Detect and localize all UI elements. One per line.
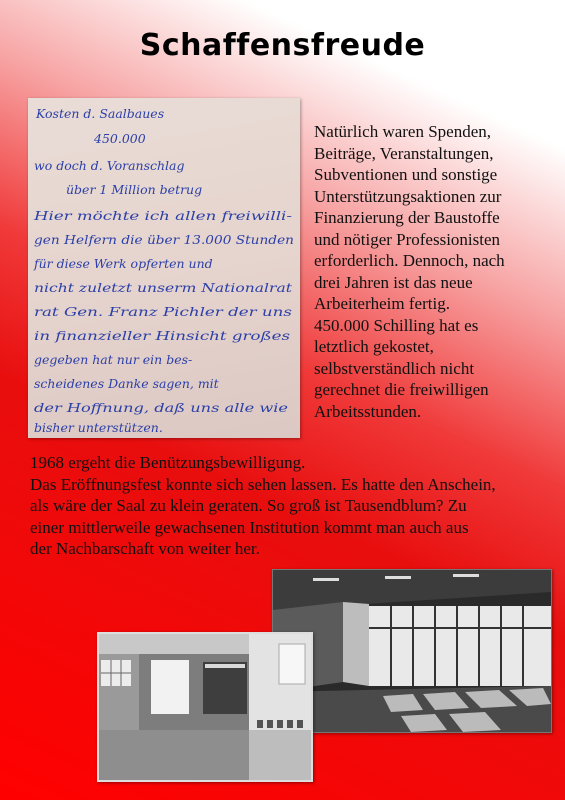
- text-line: und nötiger Professionisten: [314, 229, 501, 249]
- text-line: letztlich gekostet,: [314, 337, 434, 356]
- side-paragraph: [314, 121, 554, 422]
- text-line: gerechnet die freiwilligen: [314, 380, 489, 399]
- letter-line: für diese Werk opferten und: [34, 256, 213, 271]
- letter-line: in finanzieller Hinsicht großes: [34, 328, 290, 343]
- letter-line: 450.000: [94, 131, 146, 146]
- text-line: Unterstützungsaktionen zur: [314, 186, 502, 206]
- letter-line: bisher unterstützen.: [34, 420, 163, 435]
- text-line: erforderlich. Dennoch, nach: [314, 251, 505, 270]
- text-line: drei Jahren ist das neue: [314, 272, 473, 292]
- page-title: Schaffensfreude: [139, 28, 426, 63]
- text-line: Subventionen und sonstige: [314, 165, 498, 184]
- letter-line: nicht zuletzt unserm Nationalrat: [34, 280, 294, 295]
- body-paragraph: [30, 452, 550, 560]
- letter-line: gegeben hat nur ein bes-: [34, 352, 193, 367]
- letter-line: Hier möchte ich allen freiwilli-: [32, 208, 292, 223]
- text-line: selbstverständlich nicht: [314, 358, 475, 378]
- letter-line: über 1 Million betrug: [66, 182, 203, 197]
- text-line: einer mittlerweile gewachsenen Institution kommt man auch aus: [30, 517, 469, 537]
- letter-line: gen Helfern die über 13.000 Stunden: [34, 232, 294, 247]
- hall-photo: [272, 569, 552, 733]
- handwritten-letter-image: [28, 98, 300, 438]
- letter-line: Kosten d. Saalbaues: [36, 106, 165, 121]
- text-line: 450.000 Schilling hat es: [314, 315, 479, 335]
- letter-line: rat Gen. Franz Pichler der uns: [34, 304, 292, 319]
- handwritten-letter: [28, 98, 300, 438]
- text-line: Beiträge, Veranstaltungen,: [314, 143, 494, 163]
- text-line: Finanzierung der Baustoffe: [314, 208, 500, 227]
- text-line: der Nachbarschaft von weiter her.: [30, 539, 260, 558]
- letter-line: der Hoffnung, daß uns alle wie: [34, 400, 288, 415]
- text-line: Arbeitsstunden.: [314, 401, 422, 421]
- room-photo: [97, 632, 313, 782]
- text-line: Arbeiterheim fertig.: [314, 294, 450, 313]
- text-line: Das Eröffnungsfest konnte sich sehen lassen. Es hatte den Anschein,: [30, 474, 496, 494]
- text-line: Natürlich waren Spenden,: [314, 122, 492, 141]
- letter-line: scheidenes Danke sagen, mit: [34, 376, 219, 391]
- text-line: als wäre der Saal zu klein geraten. So groß ist Tausendblum? Zu: [30, 496, 467, 515]
- letter-line: wo doch d. Voranschlag: [34, 158, 185, 173]
- text-line: 1968 ergeht die Benützungsbewilligung.: [30, 453, 306, 472]
